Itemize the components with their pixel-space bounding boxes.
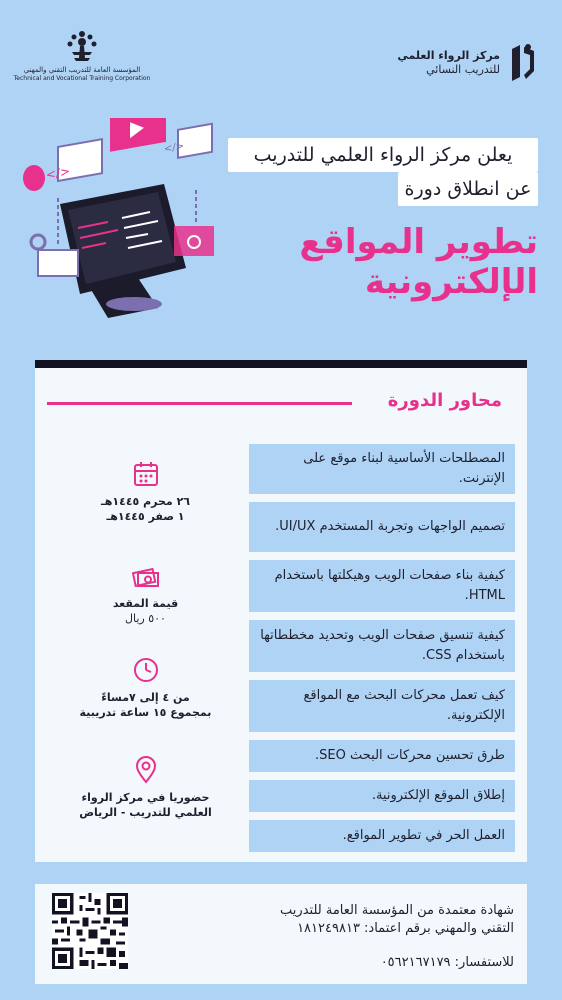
price-info: [58, 562, 233, 626]
rawaa-logo-line1: مركز الرواء العلمي: [397, 49, 500, 62]
date-start: ٢٦ محرم ١٤٤٥هـ: [101, 495, 190, 508]
qr-code-icon[interactable]: [52, 893, 128, 969]
location-pin-icon: [132, 756, 160, 784]
web-development-illustration: [18, 118, 228, 318]
inquiry-phone[interactable]: للاستفسار: ٠٥٦٢١٦٧١٧٩: [380, 955, 514, 970]
location-line1: حضوريا في مركز الرواء: [81, 791, 210, 804]
tvtc-logo: [12, 28, 152, 92]
svg-text:</>: </>: [45, 163, 70, 183]
axis-item-4: كيفية تنسيق صفحات الويب وتحديد مخططاتها باستخدام CSS.: [249, 620, 515, 672]
announcement-line1-box: [228, 138, 538, 172]
course-title-line2: الإلكترونية: [364, 262, 538, 302]
axis-item-3: كيفية بناء صفحات الويب وهيكلتها باستخدام HTML.: [249, 560, 515, 612]
announcement-line1: يعلن مركز الرواء العلمي للتدريب: [253, 144, 513, 166]
axis-item-1: المصطلحات الأساسية لبناء موقع على الإنترنت.: [249, 444, 515, 494]
time-total: بمجموع ١٥ ساعة تدريبية: [79, 706, 212, 719]
calendar-icon: [132, 460, 160, 488]
money-icon: [132, 562, 160, 590]
axis-item-8: العمل الحر في تطوير المواقع.: [249, 820, 515, 852]
rawaa-center-logo: [380, 38, 540, 88]
location-info: [58, 756, 233, 820]
time-info: [58, 656, 233, 720]
time-range: من ٤ إلى ٧مساءً: [101, 691, 190, 704]
announcement-line2-box: [398, 172, 538, 206]
axes-heading-underline: [47, 402, 352, 405]
certificate-line2: التقني والمهني برقم اعتماد: ١٨١٢٤٩٨١٣: [297, 921, 514, 936]
tvtc-emblem-icon: [64, 28, 100, 64]
axis-item-6: طرق تحسين محركات البحث SEO.: [249, 740, 515, 772]
axes-heading: محاور الدورة: [387, 390, 502, 411]
certificate-line1: شهادة معتمدة من المؤسسة العامة للتدريب: [280, 903, 514, 918]
date-info: [58, 460, 233, 524]
price-label: قيمة المقعد: [112, 597, 179, 610]
axis-item-5: كيف تعمل محركات البحث مع المواقع الإلكترونية.: [249, 680, 515, 732]
date-end: ١ صفر ١٤٤٥هـ: [106, 510, 185, 523]
axis-item-2: تصميم الواجهات وتجربة المستخدم UI/UX.: [249, 502, 515, 552]
rawaa-logo-line2: للتدريب النسائي: [426, 63, 500, 76]
svg-text:</>: </>: [163, 140, 184, 156]
announcement-line2: عن انطلاق دورة: [404, 178, 532, 200]
rawaa-logo-icon: [506, 41, 540, 85]
course-title-line1: تطوير المواقع: [299, 222, 538, 262]
clock-icon: [132, 656, 160, 684]
tvtc-arabic-name: المؤسسة العامة للتدريب التقني والمهني: [23, 66, 141, 74]
location-line2: العلمي للتدريب - الرياض: [79, 806, 212, 819]
price-value: ٥٠٠ ريال: [125, 612, 166, 625]
tvtc-english-name: Technical and Vocational Training Corporation: [13, 75, 151, 82]
card-top-bar: [35, 360, 527, 368]
axis-item-7: إطلاق الموقع الإلكترونية.: [249, 780, 515, 812]
